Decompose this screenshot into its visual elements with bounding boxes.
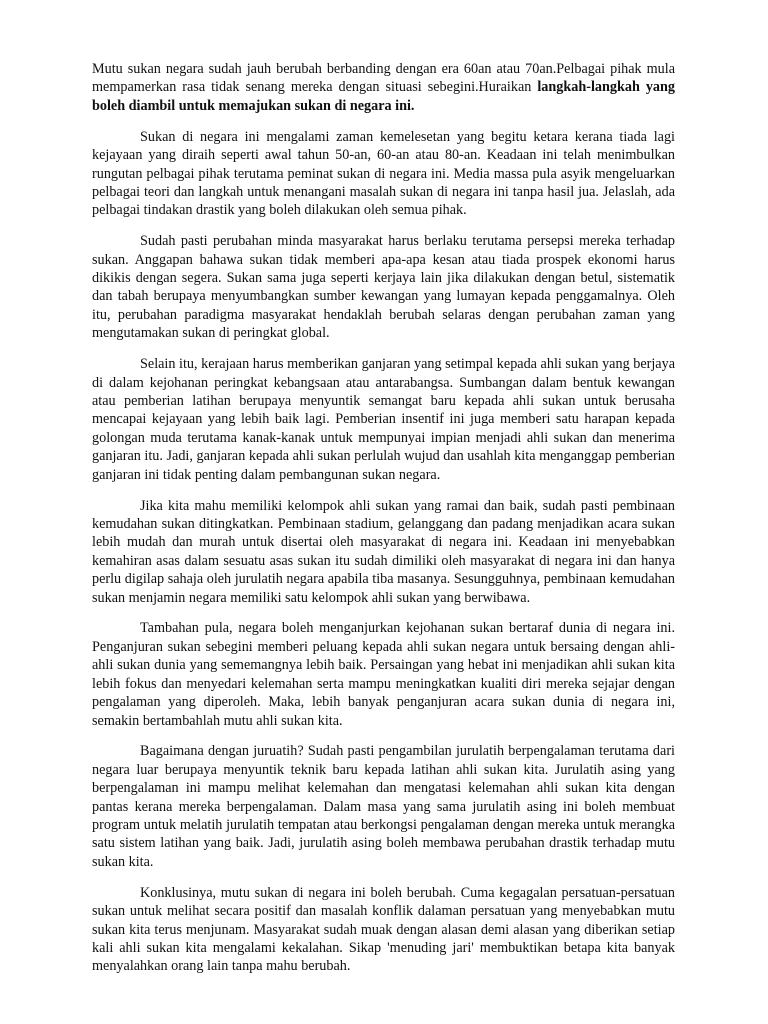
paragraph-point-coaches: Bagaimana dengan juruatih? Sudah pasti pengambilan jurulatih berpengalaman terutama dari negara luar berupaya menyuntik teknik baru kepada latihan ahli sukan kita. Jurulatih asing yang berpengalaman ini mampu melihat kelemahan dan mengatasi kelemahan ahli sukan kita dengan pantas kerana mereka berpengalaman. Dalam masa yang sama jurulatih asing ini boleh membuat program untuk melatih jurulatih tempatan atau berkongsi pengalaman dengan mereka untuk merangka satu sistem latihan yang baik. Jadi, jurulatih asing boleh membawa perubahan drastik terhadap mutu sukan kita.	[92, 743, 675, 870]
essay-question	[92, 60, 675, 115]
question-text: Mutu sukan negara sudah jauh berubah berbanding dengan era 60an atau 70an.Pelbagai pihak mula mempamerkan rasa tidak senang mereka dengan situasi sebegini.Huraikan	[92, 61, 675, 96]
paragraph-introduction: Sukan di negara ini mengalami zaman kemelesetan yang begitu ketara kerana tiada lagi kejayaan yang diraih seperti awal tahun 50-an, 60-an atau 80-an. Keadaan ini telah menimbulkan rungutan pelbagai pihak terutama peminat sukan di negara ini. Media massa pula asyik mengeluarkan pelbagai teori dan langkah untuk menangani masalah sukan di negara ini tanpa hasil jua. Jelaslah, ada pelbagai tindakan drastik yang boleh dilakukan oleh semua pihak.	[92, 128, 675, 219]
paragraph-point-hosting: Tambahan pula, negara boleh menganjurkan kejohanan sukan bertaraf dunia di negara ini. Penganjuran sukan sebegini memberi peluang kepada ahli sukan negara untuk bersaing dengan ahli-ahli sukan dunia yang sememangnya lebih baik. Persaingan yang hebat ini menjadikan ahli sukan kita lebih fokus dan menyedari kelemahan serta mampu meningkatkan kualiti diri mereka sejajar dengan pengalaman yang diperoleh. Maka, lebih banyak penganjuran acara sukan dunia di negara ini, semakin bertambahlah mutu ahli sukan kita.	[92, 620, 675, 729]
question-emphasis: langkah-langkah yang boleh diambil untuk memajukan sukan di negara ini.	[92, 79, 675, 114]
document-page	[92, 60, 675, 988]
paragraph-point-facilities: Jika kita mahu memiliki kelompok ahli sukan yang ramai dan baik, sudah pasti pembinaan kemudahan sukan ditingkatkan. Pembinaan stadium, gelanggang dan padang menjadikan acara sukan lebih mudah dan murah untuk disertai oleh masyarakat di negara ini. Keadaan ini menyebabkan kemahiran asas dalam sesuatu asas sukan itu sudah dimiliki oleh masyarakat di negara ini dan hanya perlu digilap sahaja oleh jurulatih negara apabila tiba masanya. Sesungguhnya, pembinaan kemudahan sukan menjamin negara memiliki satu kelompok ahli sukan yang berwibawa.	[92, 497, 675, 606]
paragraph-point-mindset: Sudah pasti perubahan minda masyarakat harus berlaku terutama persepsi mereka terhadap sukan. Anggapan bahawa sukan tidak memberi apa-apa kesan atau tiada prospek ekonomi harus dikikis dengan segera. Sukan sama juga seperti kerjaya lain jika dilakukan dengan betul, sistematik dan tabah berupaya menyumbangkan sumber kewangan yang lumayan kepada penggamalnya. Oleh itu, perubahan paradigma masyarakat hendaklah berubah selaras dengan perubahan zaman yang mengutamakan sukan di peringkat global.	[92, 233, 675, 342]
paragraph-point-rewards: Selain itu, kerajaan harus memberikan ganjaran yang setimpal kepada ahli sukan yang berjaya di dalam kejohanan peringkat kebangsaan atau antarabangsa. Sumbangan dalam bentuk kewangan atau pemberian latihan berupaya menyuntik semangat baru kepada ahli sukan untuk berusaha mencapai kejayaan yang lebih baik lagi. Pemberian insentif ini juga memberi satu harapan kepada golongan muda terutama kanak-kanak untuk mempunyai impian menjadi ahli sukan dan menerima ganjaran itu. Jadi, ganjaran kepada ahli sukan perlulah wujud dan usahlah kita menganggap pemberian ganjaran ini tidak penting dalam pembangunan sukan negara.	[92, 356, 675, 483]
paragraph-conclusion: Konklusinya, mutu sukan di negara ini boleh berubah. Cuma kegagalan persatuan-persatuan sukan untuk melihat secara positif dan masalah konflik dalaman persatuan yang menyebabkan mutu sukan kita terus menjunam. Masyarakat sudah muak dengan alasan demi alasan yang diberikan setiap kali ahli sukan kita mengalami kekalahan. Sikap 'menuding jari' membuktikan betapa kita banyak menyalahkan orang lain tanpa mahu berubah.	[92, 884, 675, 975]
